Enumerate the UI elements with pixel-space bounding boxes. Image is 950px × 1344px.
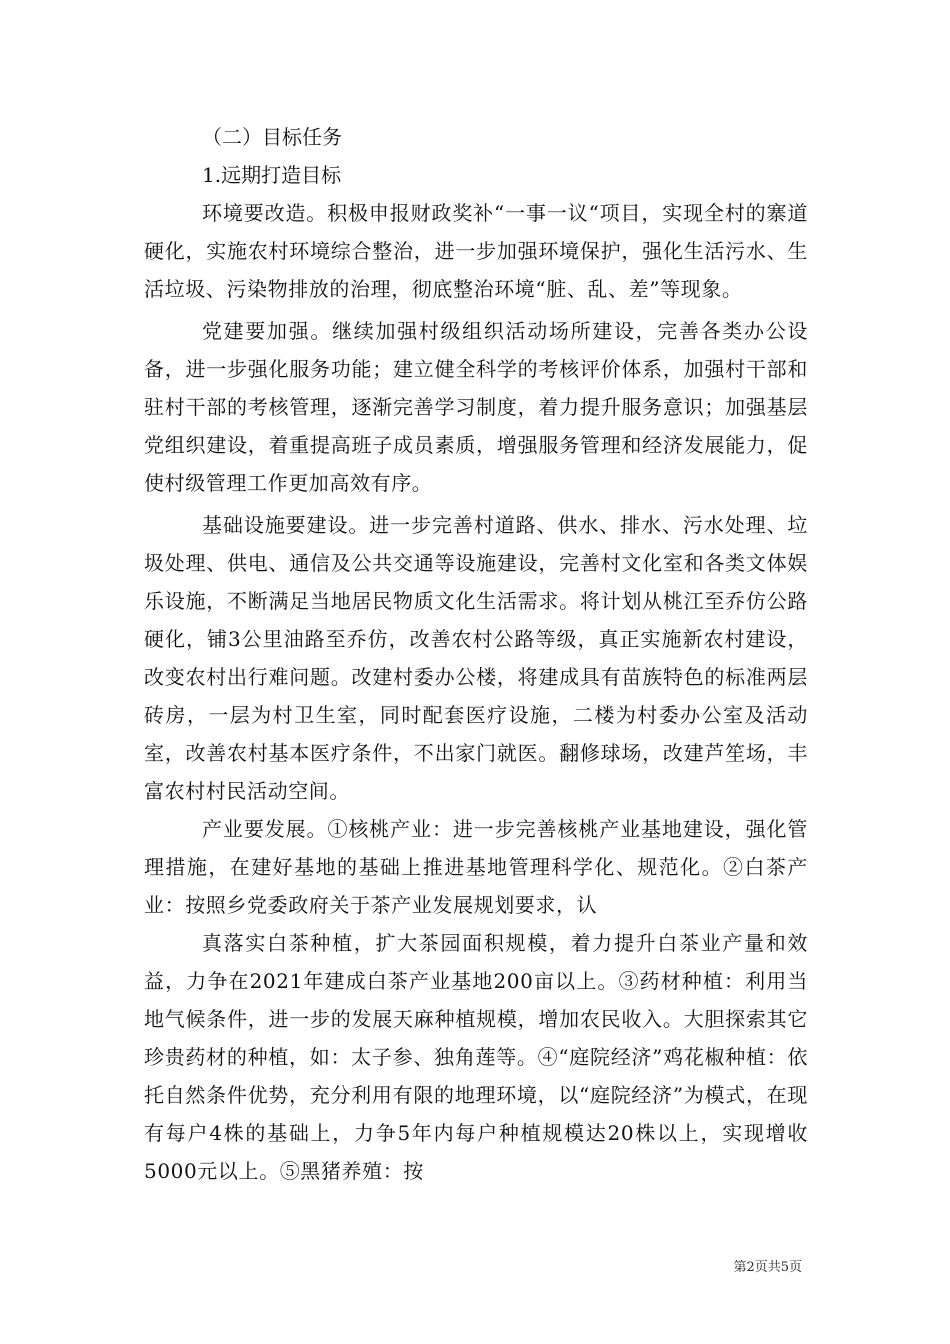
paragraph-industry: 产业要发展。①核桃产业：进一步完善核桃产业基地建设，强化管理措施，在建好基地的基础上推进基地管理科学化、规范化。②白茶产业：按照乡党委政府关于茶产业发展规划要求，认 <box>144 817 808 917</box>
subheading: 1.远期打造目标 <box>202 163 342 187</box>
paragraph-party-building: 党建要加强。继续加强村级组织活动场所建设，完善各类办公设备，进一步强化服务功能；建立健全科学的考核评价体系，加强村干部和驻村干部的考核管理，逐渐完善学习制度，着力提升服务意识；加强基层党组织建设，着重提高班子成员素质，增强服务管理和经济发展能力，促使村级管理工作更加高效有序。 <box>144 319 808 495</box>
page-number: 第2页共5页 <box>733 1260 802 1275</box>
paragraph-infrastructure: 基础设施要建设。进一步完善村道路、供水、排水、污水处理、垃圾处理、供电、通信及公共交通等设施建设，完善村文化室和各类文体娱乐设施，不断满足当地居民物质文化生活需求。将计划从桃江至乔仿公路硬化，铺3公里油路至乔仿，改善农村公路等级，真正实施新农村建设，改变农村出行难问题。改建村委办公楼，将建成具有苗族特色的标准两层砖房，一层为村卫生室，同时配套医疗设施，二楼为村委办公室及活动室，改善农村基本医疗条件，不出家门就医。翻修球场，改建芦笙场，丰富农村村民活动空间。 <box>144 513 808 803</box>
paragraph-industry-continued: 真落实白茶种植，扩大茶园面积规模，着力提升白茶业产量和效益，力争在2021年建成白茶产业基地200亩以上。③药材种植：利用当地气候条件，进一步的发展天麻种植规模，增加农民收入。大胆探索其它珍贵药材的种植，如：太子参、独角莲等。④“庭院经济”鸡花椒种植：依托自然条件优势，充分利用有限的地理环境，以“庭院经济”为模式，在现有每户4株的基础上，力争5年内每户种植规模达20株以上，实现增收5000元以上。⑤黑猪养殖：按 <box>144 931 808 1183</box>
document-body <box>144 118 808 1190</box>
paragraph-environment: 环境要改造。积极申报财政奖补“一事一议“项目，实现全村的寨道硬化，实施农村环境综合整治，进一步加强环境保护，强化生活污水、生活垃圾、污染物排放的治理，彻底整治环境“脏、乱、差”等现象。 <box>144 201 808 301</box>
section-heading: （二）目标任务 <box>202 125 342 149</box>
